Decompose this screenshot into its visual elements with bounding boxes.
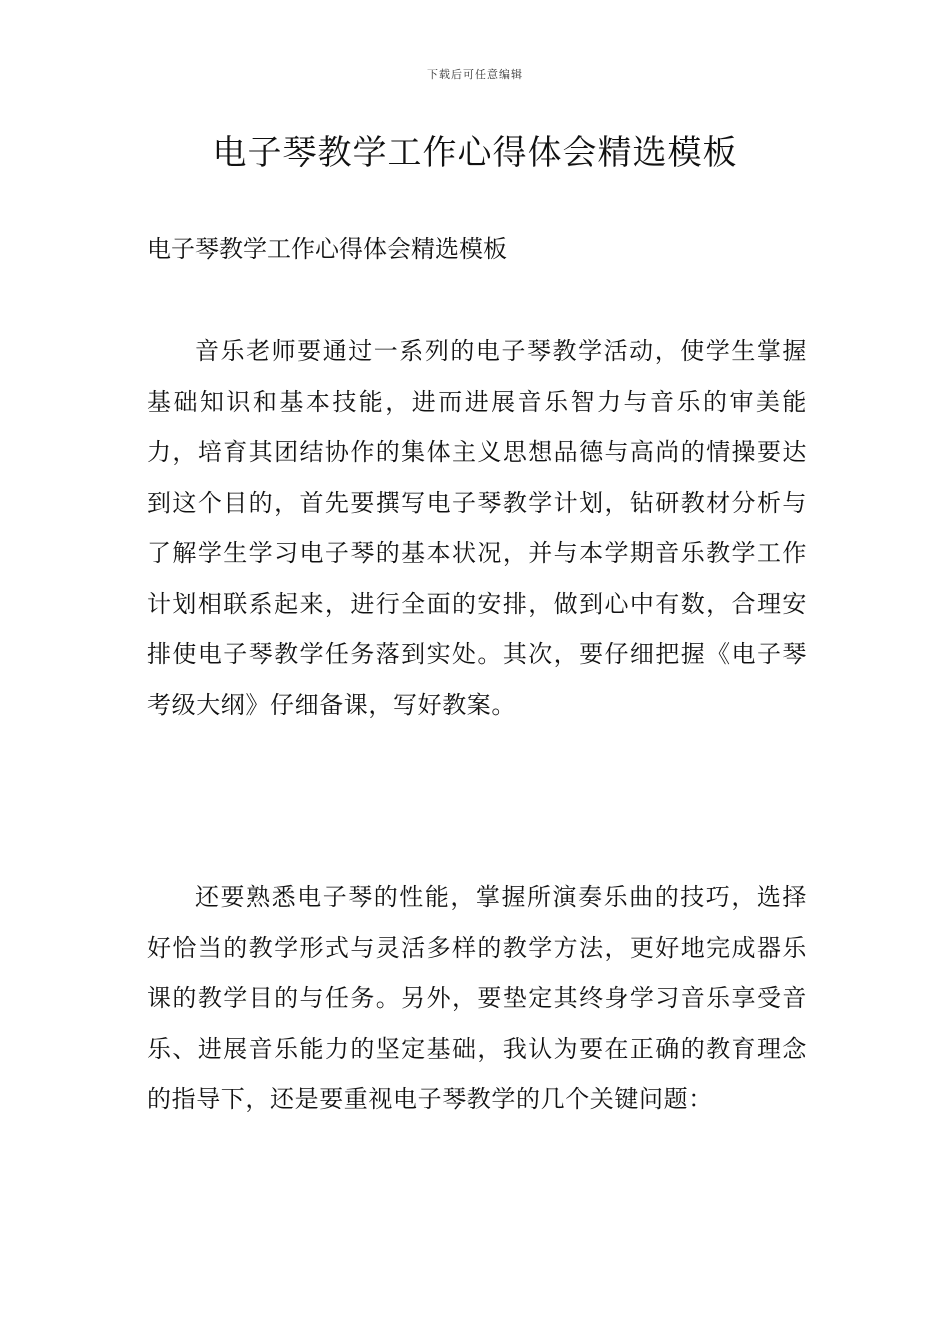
header-note: 下载后可任意编辑	[427, 68, 523, 81]
body-paragraph-1: 音乐老师要通过一系列的电子琴教学活动，使学生掌握基础知识和基本技能，进而进展音乐智力与音乐的审美能力，培育其团结协作的集体主义思想品德与高尚的情操要达到这个目的，首先要撰写电子琴教学计划，钻研教材分析与了解学生学习电子琴的基本状况，并与本学期音乐教学工作计划相联系起来，进行全面的安排，做到心中有数，合理安排使电子琴教学任务落到实处。其次，要仔细把握《电子琴考级大纲》仔细备课，写好教案。	[147, 337, 807, 719]
body-paragraph-2: 还要熟悉电子琴的性能，掌握所演奏乐曲的技巧，选择好恰当的教学形式与灵活多样的教学方法，更好地完成器乐课的教学目的与任务。另外，要垫定其终身学习音乐享受音乐、进展音乐能力的坚定基础，我认为要在正确的教育理念的指导下，还是要重视电子琴教学的几个关键问题：	[147, 883, 807, 1113]
document-title: 电子琴教学工作心得体会精选模板	[212, 133, 738, 173]
document-subtitle: 电子琴教学工作心得体会精选模板	[147, 235, 507, 263]
